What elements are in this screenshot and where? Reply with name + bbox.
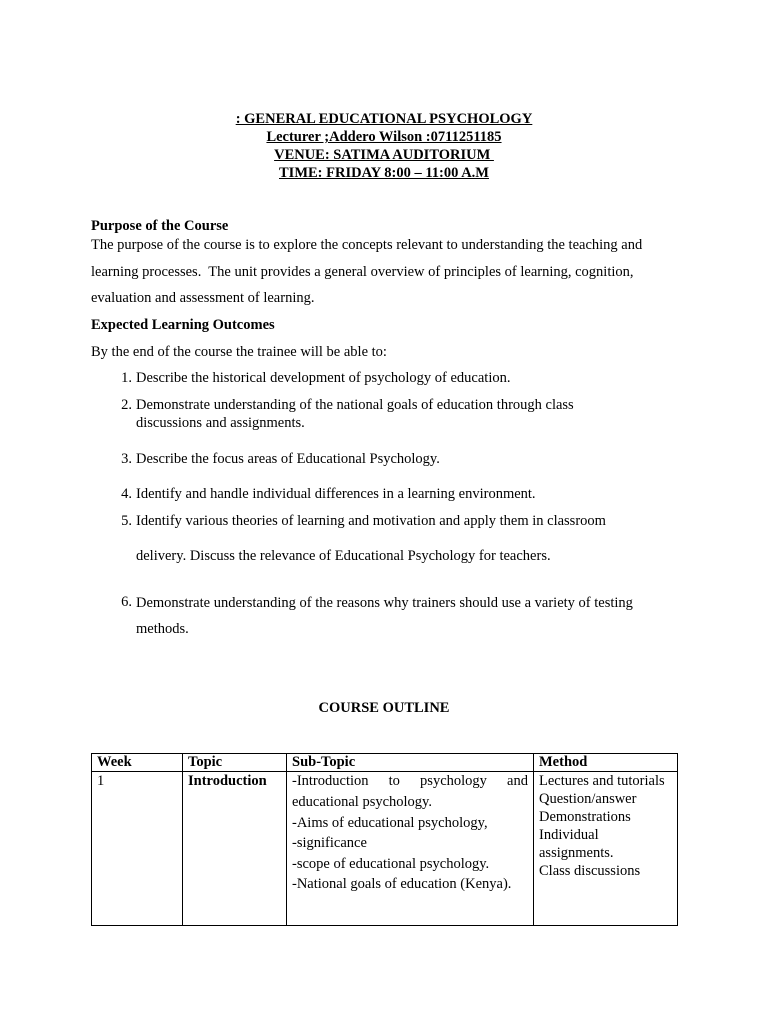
outcomes-intro: By the end of the course the trainee will be able to: [91, 344, 387, 360]
course-outline-table [91, 753, 678, 926]
subtopic-word: and [507, 773, 528, 789]
list-item [136, 397, 676, 432]
list-item-line: Identify and handle individual differences in a learning environment. [136, 486, 536, 502]
list-item [136, 590, 676, 642]
subtopic-line: -National goals of education (Kenya). [292, 876, 512, 892]
purpose-line: evaluation and assessment of learning. [91, 290, 315, 306]
purpose-line: learning processes. The unit provides a general overview of principles of learning, cognition, [91, 263, 634, 280]
course-title: : GENERAL EDUCATIONAL PSYCHOLOGY [235, 111, 533, 127]
course-header [0, 110, 768, 182]
purpose-line: The purpose of the course is to explore the concepts relevant to understanding the teaching and [91, 237, 643, 253]
method-line: Demonstrations [539, 809, 631, 825]
list-item-line: discussions and assignments. [136, 414, 305, 431]
subtopic-line: -significance [292, 835, 367, 851]
list-item-line: Identify various theories of learning and motivation and apply them in classroom [136, 513, 606, 529]
method-line: Individual [539, 827, 599, 843]
purpose-paragraph [91, 232, 691, 312]
subtopic-word: to [388, 773, 400, 789]
course-outline-title: COURSE OUTLINE [318, 700, 450, 716]
list-item-line: Demonstrate understanding of the national goals of education through class [136, 397, 574, 413]
list-item [136, 486, 676, 504]
column-header-subtopic: Sub-Topic [287, 754, 534, 772]
venue-line: VENUE: SATIMA AUDITORIUM [274, 147, 494, 163]
method-line: Class discussions [539, 863, 641, 879]
purpose-heading: Purpose of the Course [91, 218, 229, 234]
subtopic-line [292, 772, 528, 790]
list-item-line: delivery. Discuss the relevance of Educational Psychology for teachers. [136, 548, 551, 564]
subtopic-word: psychology [420, 773, 487, 789]
lecturer-line: Lecturer ;Addero Wilson :0711251185 [266, 129, 502, 145]
method-line: Lectures and tutorials [539, 773, 665, 789]
list-number: 2. [121, 397, 132, 413]
outcomes-heading: Expected Learning Outcomes [91, 317, 275, 333]
column-header-week: Week [92, 754, 183, 772]
list-item-line: Demonstrate understanding of the reasons why trainers should use a variety of testing [136, 595, 633, 611]
time-line: TIME: FRIDAY 8:00 – 11:00 A.M [279, 165, 489, 181]
subtopic-line: educational psychology. [292, 794, 432, 810]
list-item-line: Describe the focus areas of Educational Psychology. [136, 451, 440, 467]
table-header-row [92, 754, 678, 772]
list-number: 1. [121, 370, 132, 386]
column-header-method: Method [534, 754, 678, 772]
column-header-topic: Topic [183, 754, 287, 772]
list-item [136, 513, 676, 566]
list-item [136, 370, 676, 388]
list-item-line: Describe the historical development of psychology of education. [136, 370, 511, 386]
method-line: Question/answer [539, 791, 637, 807]
subtopic-word: -Introduction [292, 773, 369, 789]
list-item [136, 451, 676, 469]
subtopic-line: -scope of educational psychology. [292, 855, 490, 872]
list-number: 3. [121, 451, 132, 467]
list-number: 4. [121, 486, 132, 502]
subtopic-cell [287, 772, 534, 926]
method-line: assignments. [539, 845, 614, 861]
list-item-line: methods. [136, 621, 189, 637]
method-cell [534, 772, 678, 926]
list-number: 5. [121, 513, 132, 529]
week-cell: 1 [92, 772, 183, 926]
table-row [92, 772, 678, 926]
list-number: 6. [121, 594, 132, 610]
topic-cell: Introduction [183, 772, 287, 926]
subtopic-line: -Aims of educational psychology, [292, 814, 488, 831]
